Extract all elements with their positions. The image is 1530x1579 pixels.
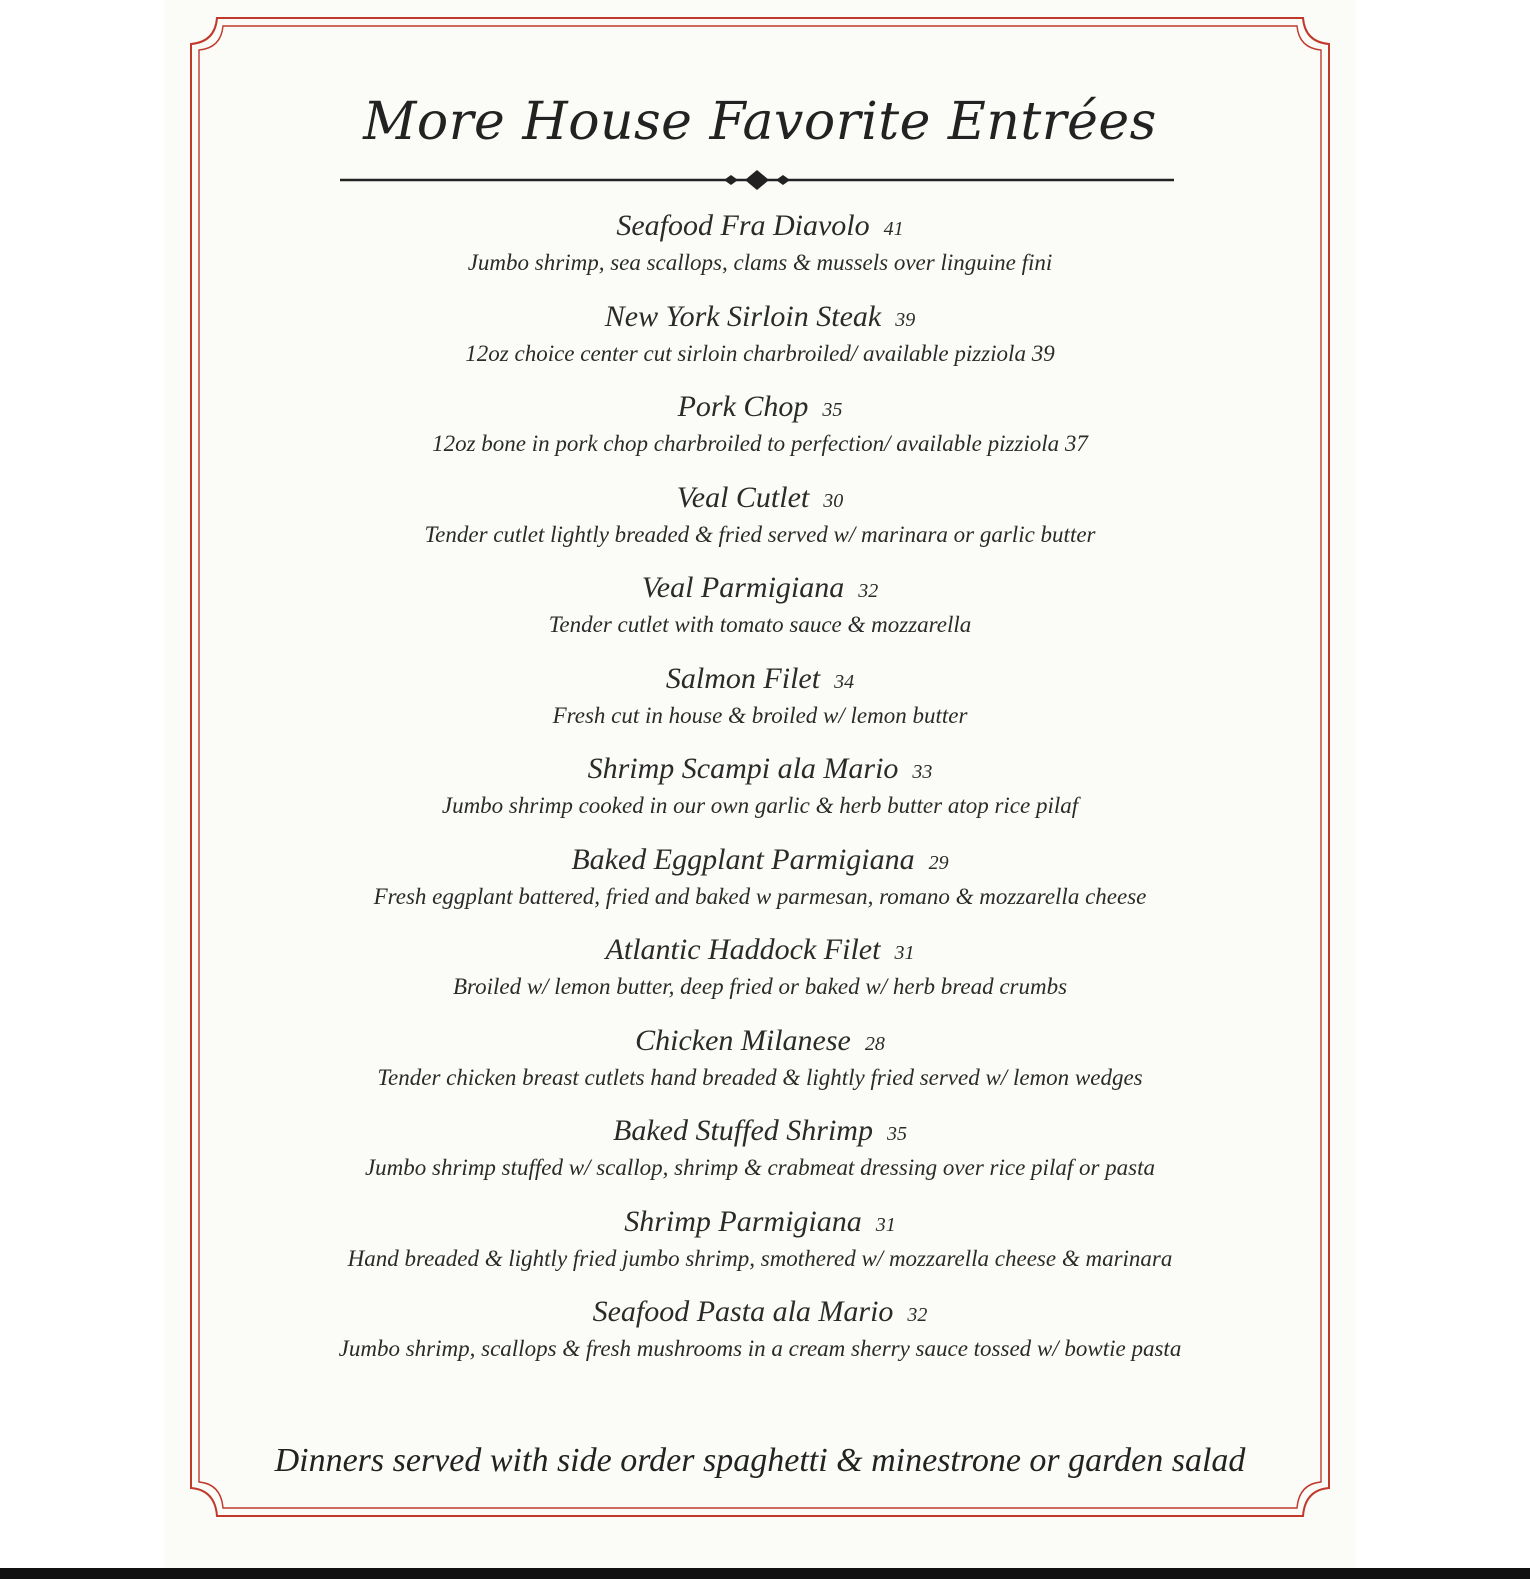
item-description: Jumbo shrimp, sea scallops, clams & mussels over linguine fini — [467, 250, 1053, 275]
item-price: 35 — [886, 1123, 907, 1145]
item-price: 35 — [822, 399, 843, 421]
item-name: Seafood Pasta ala Mario — [592, 1295, 894, 1328]
menu-list — [165, 206, 1355, 1383]
menu-item — [165, 1202, 1355, 1293]
item-description: 12oz choice center cut sirloin charbroiled/ available pizziola 39 — [465, 340, 1055, 366]
item-price: 31 — [875, 1213, 896, 1236]
item-name: New York Sirloin Steak — [604, 299, 882, 333]
item-price: 33 — [912, 761, 933, 783]
item-name: Seafood Fra Diavolo — [616, 209, 870, 242]
item-name: Shrimp Scampi ala Mario — [587, 752, 899, 785]
menu-item — [165, 478, 1355, 569]
item-description: Tender chicken breast cutlets hand breaded & lightly fried served w/ lemon wedges — [377, 1064, 1143, 1090]
menu-item — [165, 568, 1355, 659]
item-price: 32 — [907, 1304, 928, 1326]
menu-item — [165, 840, 1355, 931]
item-description: 12oz bone in pork chop charbroiled to perfection/ available pizziola 37 — [432, 431, 1088, 456]
item-price: 30 — [823, 489, 844, 512]
item-description: Broiled w/ lemon butter, deep fried or baked w/ herb bread crumbs — [452, 974, 1068, 999]
diamond-ornament-center — [745, 170, 769, 190]
item-description: Fresh eggplant battered, fried and baked w parmesan, romano & mozzarella cheese — [373, 883, 1147, 909]
item-price: 39 — [895, 308, 916, 331]
item-description: Tender cutlet lightly breaded & fried served w/ marinara or garlic butter — [424, 521, 1096, 547]
item-name: Chicken Milanese — [635, 1023, 851, 1057]
item-description: Fresh cut in house & broiled w/ lemon butter — [552, 702, 968, 728]
item-price: 28 — [864, 1032, 885, 1055]
menu-item — [165, 297, 1355, 388]
item-price: 41 — [883, 218, 904, 240]
item-name: Baked Stuffed Shrimp — [613, 1114, 873, 1147]
page-title: More House Favorite Entrées — [363, 92, 1157, 152]
menu-item — [165, 1111, 1355, 1202]
menu-item — [165, 659, 1355, 750]
item-name: Baked Eggplant Parmigiana — [571, 842, 915, 876]
title-divider — [340, 166, 1174, 194]
item-price: 34 — [834, 670, 855, 693]
menu-item — [165, 206, 1355, 297]
menu-item — [165, 387, 1355, 478]
diamond-ornament-left — [724, 175, 738, 185]
menu-item — [165, 930, 1355, 1021]
item-price: 29 — [928, 851, 949, 874]
footer-note: Dinners served with side order spaghetti & minestrone or garden salad — [274, 1442, 1246, 1479]
diamond-ornament-right — [776, 175, 790, 185]
item-name: Salmon Filet — [665, 661, 821, 695]
item-name: Veal Cutlet — [676, 480, 810, 514]
item-name: Pork Chop — [677, 390, 809, 423]
item-description: Jumbo shrimp stuffed w/ scallop, shrimp & crabmeat dressing over rice pilaf or pasta — [364, 1155, 1156, 1180]
menu-item — [165, 749, 1355, 840]
item-price: 32 — [858, 580, 879, 602]
item-description: Tender cutlet with tomato sauce & mozzarella — [548, 612, 972, 637]
item-description: Jumbo shrimp, scallops & fresh mushrooms in a cream sherry sauce tossed w/ bowtie pasta — [338, 1336, 1182, 1361]
item-description: Hand breaded & lightly fried jumbo shrimp, smothered w/ mozzarella cheese & marinara — [347, 1245, 1173, 1271]
menu-item — [165, 1021, 1355, 1112]
item-name: Atlantic Haddock Filet — [605, 933, 881, 966]
menu-page — [165, 0, 1355, 1568]
item-name: Shrimp Parmigiana — [624, 1204, 862, 1238]
item-description: Jumbo shrimp cooked in our own garlic & herb butter atop rice pilaf — [441, 793, 1079, 818]
bottom-edge-bar — [0, 1568, 1530, 1579]
menu-item — [165, 1292, 1355, 1383]
item-name: Veal Parmigiana — [641, 571, 845, 604]
item-price: 31 — [894, 942, 915, 964]
